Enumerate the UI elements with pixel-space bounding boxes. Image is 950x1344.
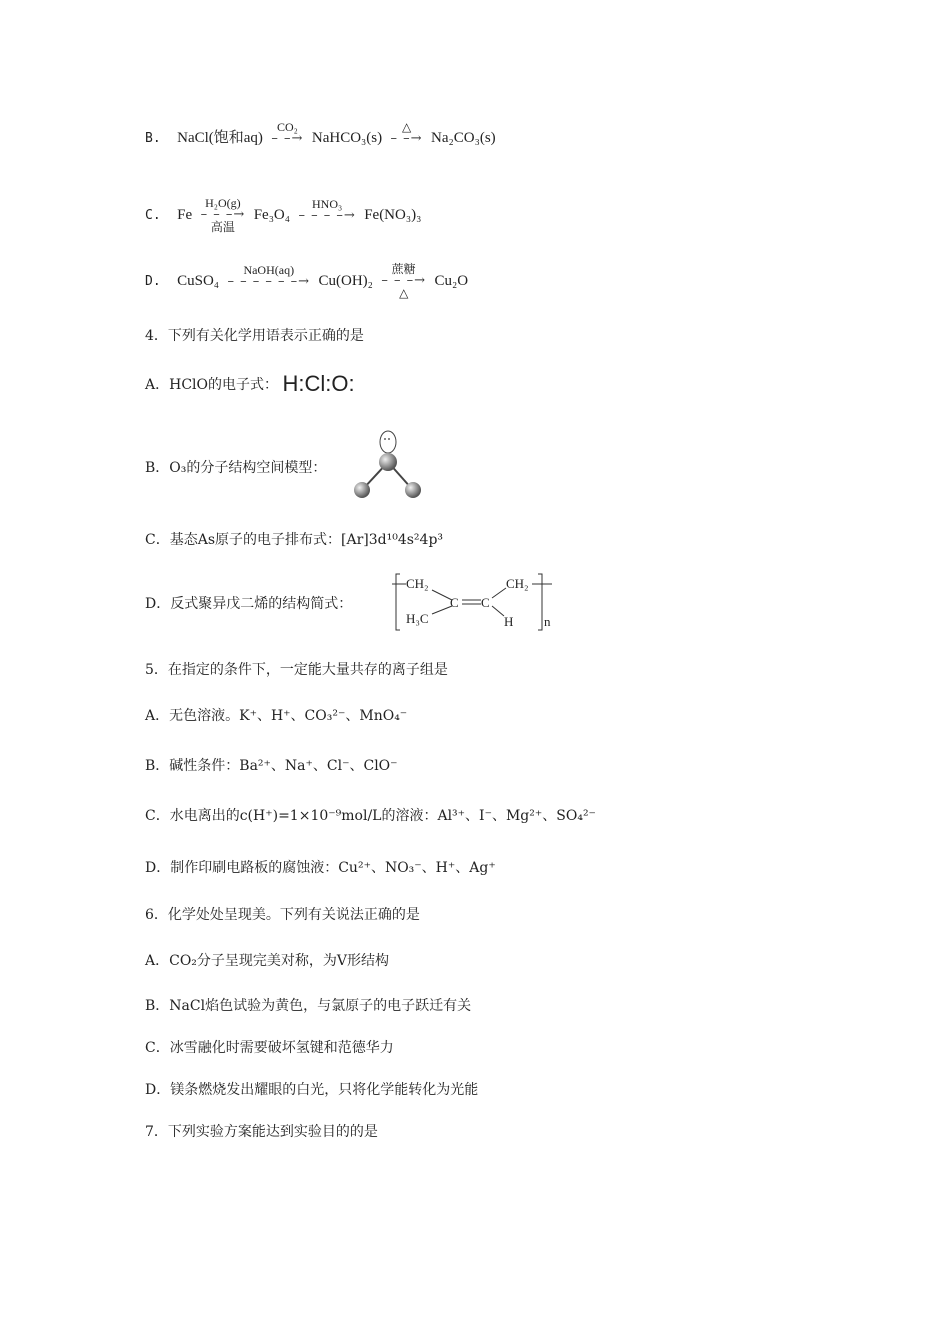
arrow-condition-below: 高温 <box>210 220 235 234</box>
intermediate: Cu(OH)₂ <box>318 273 373 289</box>
question-5-stem: 5．在指定的条件下，一定能大量共存的离子组是 <box>145 662 448 678</box>
option-text: 基态As原子的电子排布式：[Ar]3d¹⁰4s²4p³ <box>169 532 444 548</box>
q6-option-c: C．冰雪融化时需要破坏氢键和范德华力 <box>145 1040 394 1056</box>
intermediate: NaHCO₃(s) <box>311 130 383 146</box>
option-text: O₃的分子结构空间模型： <box>169 460 327 476</box>
reaction-arrow: H₂O(g) – – –→ 高温 <box>200 196 246 234</box>
q4-option-c <box>145 530 443 550</box>
q6-option-d: D．镁条燃烧发出耀眼的白光，只将化学能转化为光能 <box>145 1082 479 1098</box>
ch2-right: CH₂ <box>506 576 529 591</box>
option-label: B. <box>145 131 161 146</box>
intermediate: Fe₃O₄ <box>253 207 290 223</box>
option-c-reaction <box>145 196 421 234</box>
product: Na₂CO₃(s) <box>431 130 496 146</box>
reaction-arrow: 蔗糖 – – –→ △ <box>381 262 427 300</box>
option-b-reaction <box>145 120 496 150</box>
reaction-arrow: CO₂ – –→ <box>271 120 304 146</box>
q5-option-d: D．制作印刷电路板的腐蚀液：Cu²⁺、NO₃⁻、H⁺、Ag⁺ <box>145 860 496 876</box>
arrow-condition: H₂O(g) <box>205 196 241 210</box>
h3c: H₃C <box>406 611 429 626</box>
repeat-n: n <box>544 614 551 629</box>
product: Cu₂O <box>434 273 469 289</box>
arrow-condition: HNO₃ <box>311 197 343 211</box>
carbon-1: C <box>450 595 459 610</box>
carbon-2: C <box>481 595 490 610</box>
q5-option-a: A．无色溶液。K⁺、H⁺、CO₃²⁻、MnO₄⁻ <box>145 708 408 724</box>
option-label: D． <box>145 596 171 612</box>
question-4-stem: 4．下列有关化学用语表示正确的是 <box>145 328 364 344</box>
q5-option-c: C．水电离出的c(H⁺)=1×10⁻⁹mol/L的溶液：Al³⁺、I⁻、Mg²⁺、SO₄²⁻ <box>145 808 596 824</box>
option-text: 反式聚异戊二烯的结构简式： <box>170 596 353 612</box>
reaction-arrow: NaOH(aq) – – – – – –→ <box>227 263 311 289</box>
option-text: HClO的电子式： <box>169 377 279 393</box>
electron-formula: H:Cl:O: <box>282 371 355 396</box>
reaction-arrow: HNO₃ – – – –→ <box>298 197 356 223</box>
question-6-stem: 6．化学处处呈现美。下列有关说法正确的是 <box>145 907 420 923</box>
q4-option-a <box>145 372 355 395</box>
reactant: Fe <box>177 207 193 223</box>
arrow-condition-below: △ <box>399 286 409 300</box>
option-label: A． <box>145 377 170 393</box>
q4-option-b <box>145 458 326 478</box>
arrow-condition: CO₂ <box>276 120 298 134</box>
option-label: D. <box>145 274 161 289</box>
product: Fe(NO₃)₃ <box>364 207 422 223</box>
arrow-condition: 蔗糖 <box>391 262 416 276</box>
arrow-condition: △ <box>401 120 412 134</box>
ozone-model-diagram <box>350 426 430 506</box>
q4-option-d <box>145 594 352 614</box>
q6-option-b: B．NaCl焰色试验为黄色，与氯原子的电子跃迁有关 <box>145 998 472 1014</box>
polyisoprene-structure <box>392 568 562 636</box>
option-label: C. <box>145 208 161 223</box>
hydrogen: H <box>504 614 514 629</box>
reactant: NaCl <box>177 130 209 146</box>
ch2-left: CH₂ <box>406 576 429 591</box>
option-label: B． <box>145 460 170 476</box>
option-label: C． <box>145 532 170 548</box>
reactant-state: (饱和aq) <box>208 130 263 146</box>
reaction-arrow: △ – –→ <box>390 120 423 146</box>
reactant: CuSO₄ <box>177 273 220 289</box>
option-d-reaction <box>145 262 468 300</box>
q5-option-b: B．碱性条件：Ba²⁺、Na⁺、Cl⁻、ClO⁻ <box>145 758 398 774</box>
arrow-condition: NaOH(aq) <box>243 263 295 277</box>
question-7-stem: 7．下列实验方案能达到实验目的的是 <box>145 1124 378 1140</box>
q6-option-a: A．CO₂分子呈现完美对称，为V形结构 <box>145 953 390 969</box>
